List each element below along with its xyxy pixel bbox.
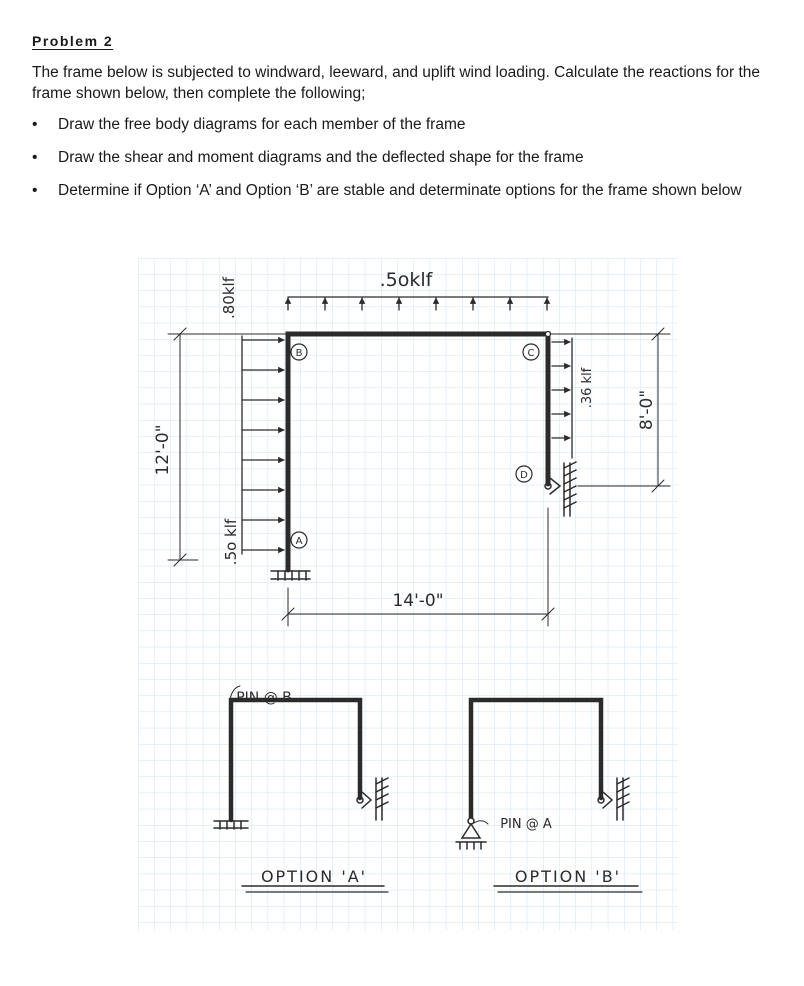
frame-drawing (138, 258, 678, 930)
roof-load-label: .5oklf (379, 269, 433, 291)
task-item: • Determine if Option ‘A’ and Option ‘B’ are stable and determinate options for the frame shown below (32, 180, 792, 201)
option-b-pin-label: PIN @ A (500, 817, 552, 832)
span-label: 14'-0" (392, 591, 444, 611)
task-item: • Draw the free body diagrams for each member of the frame (32, 114, 792, 135)
option-b-label: OPTION 'B' (514, 867, 622, 886)
problem-heading: Problem 2 (32, 33, 114, 49)
problem-intro: The frame below is subjected to windward, leeward, and uplift wind loading. Calculate the reactions for the frame shown below, then complete the following; (32, 64, 761, 102)
left-top-load-label: .80klf (220, 277, 238, 319)
node-b-label: B (295, 348, 303, 359)
left-height-label: 12'-0" (153, 424, 173, 476)
node-d-label: D (520, 470, 528, 481)
task-list (32, 114, 792, 213)
right-load-label: .36 klf (580, 367, 595, 409)
right-height-label: 8'-0" (637, 389, 657, 431)
node-c-label: C (527, 348, 535, 359)
option-a-pin-label: PIN @ B (236, 690, 292, 706)
node-a-label: A (295, 536, 303, 547)
frame-figure (138, 258, 678, 930)
left-bottom-load-label: .5o klf (222, 518, 240, 566)
option-a-label: OPTION 'A' (260, 867, 368, 886)
task-item: • Draw the shear and moment diagrams and the deflected shape for the frame (32, 147, 792, 168)
